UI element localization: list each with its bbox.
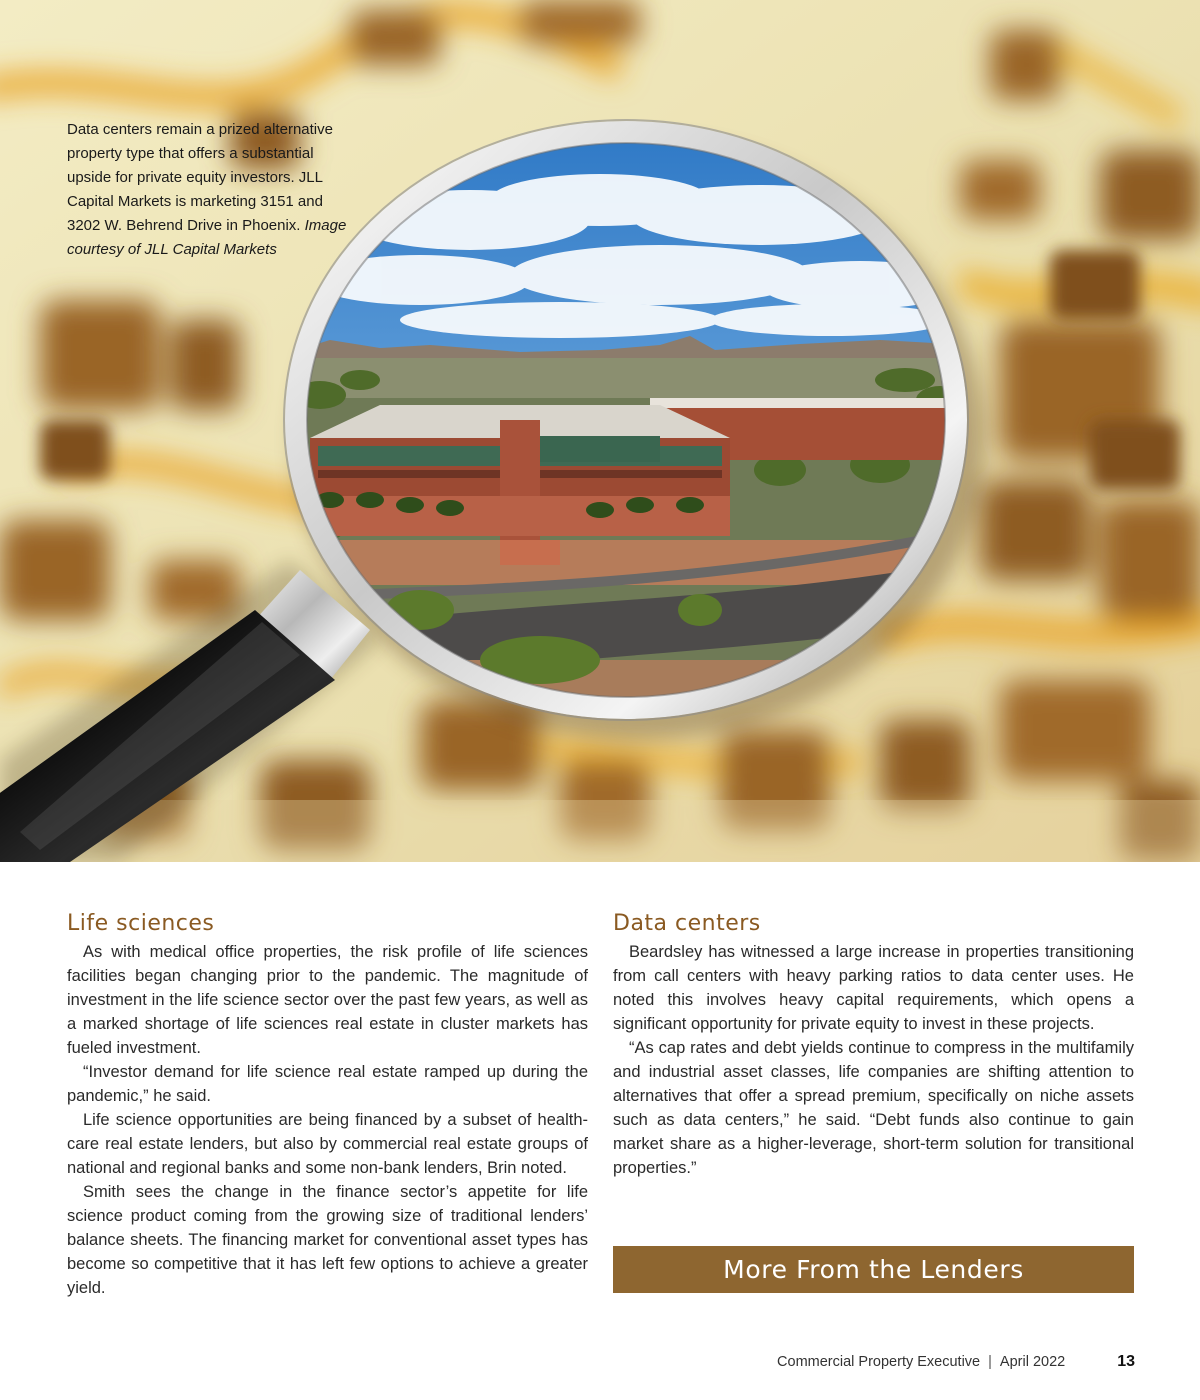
data-centers-section [613, 908, 1134, 1180]
caption-text: Data centers remain a prized alternative property type that offers a substantial upside for private equity investors. JLL Capital Markets is marketing 3151 and 3202 W. Behrend Drive in Phoenix. [67, 121, 333, 234]
body-paragraph: As with medical office properties, the risk profile of life sciences facilities began changing prior to the pandemic. The magnitude of investment in the life science sector over the past few years, as well as a marked shortage of life sciences real estate in cluster markets has fueled investment. [67, 943, 588, 1057]
page-footer [0, 1350, 1135, 1374]
caption-credit: Image courtesy of JLL Capital Markets [67, 217, 347, 258]
body-paragraph: Smith sees the change in the finance sector’s appetite for life science product coming from the growing size of traditional lenders’ balance sheets. The financing market for conventional asset types has become so competitive that it has left few options to achieve a greater yield. [67, 1183, 588, 1297]
body-paragraph: “As cap rates and debt yields continue to compress in the multifamily and industrial asset classes, life companies are shifting attention to alternatives that offer a spread premium, specifically on niche assets such as data centers,” he said. “Debt funds also continue to gain market share as a higher-leverage, short-term solution for transitional properties.” [613, 1039, 1134, 1177]
publication-name: Commercial Property Executive [777, 1354, 981, 1370]
page-number: 13 [1117, 1353, 1135, 1370]
footer-separator: | [988, 1354, 992, 1370]
body-paragraph: “Investor demand for life science real estate ramped up during the pandemic,” he said. [67, 1063, 588, 1105]
life-sciences-section [67, 908, 588, 1300]
section-heading: Life sciences [67, 911, 215, 936]
body-paragraph: Life science opportunities are being financed by a subset of health-care real estate lenders, but also by commercial real estate groups of national and regional banks and some non-bank lenders, Brin noted. [67, 1111, 588, 1177]
photo-caption [67, 118, 357, 262]
section-heading: Data centers [613, 911, 761, 936]
body-paragraph: Beardsley has witnessed a large increase in properties transitioning from call centers with heavy parking ratios to data center uses. He noted this involves heavy capital requirements, which opens a significant opportunity for private equity to invest in these projects. [613, 943, 1134, 1033]
issue-date: April 2022 [999, 1354, 1066, 1370]
more-from-lenders-button[interactable]: More From the Lenders [613, 1246, 1134, 1293]
